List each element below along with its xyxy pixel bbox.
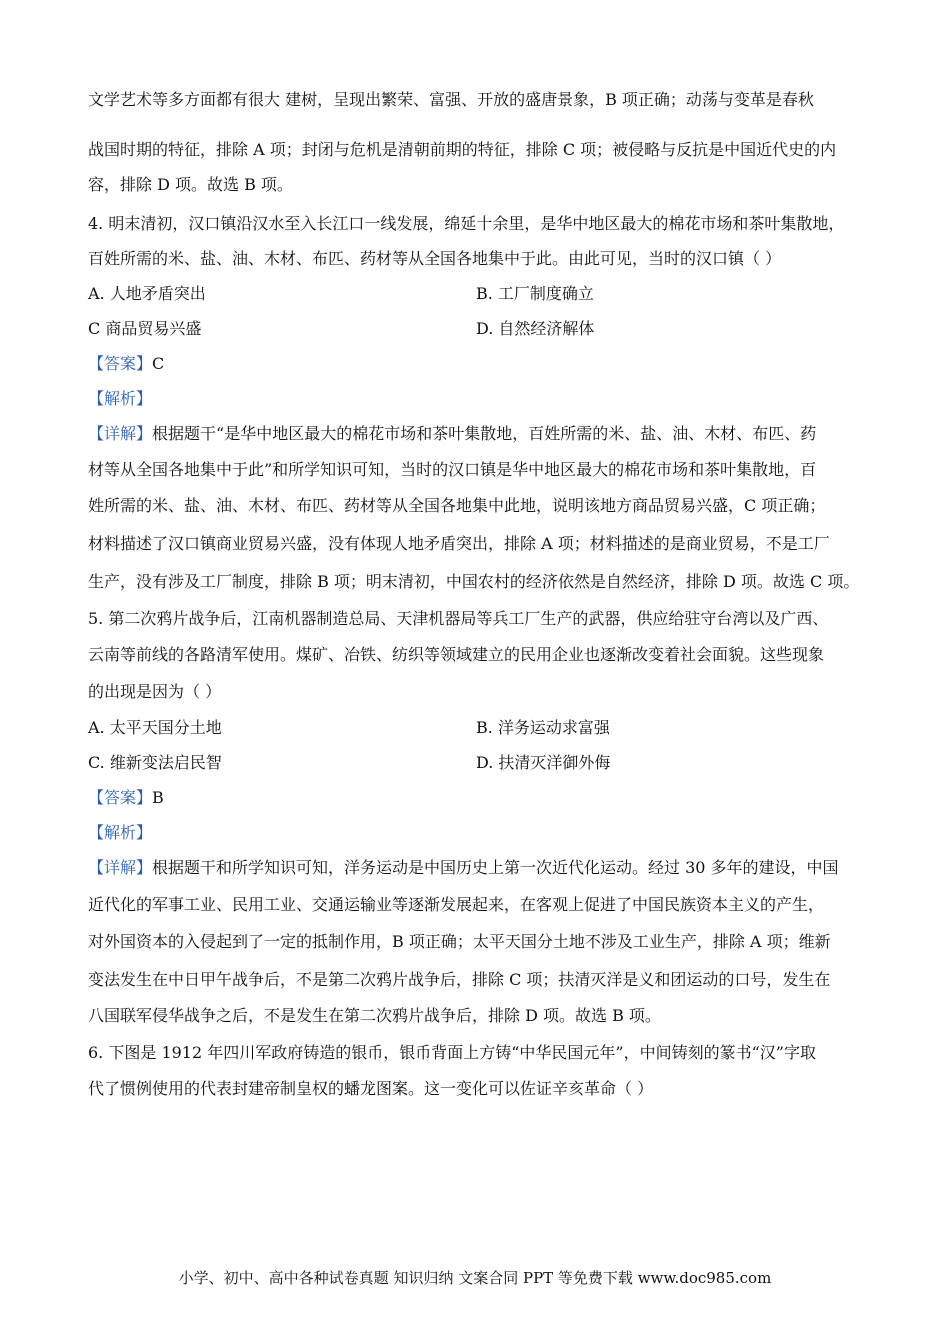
prev-answer-line-2: 战国时期的特征，排除 A 项；封闭与危机是清朝前期的特征，排除 C 项；被侵略与反抗是中国近代史的内 [88,140,837,159]
detail-text: 根据题干“是华中地区最大的棉花市场和茶叶集散地，百姓所需的米、盐、油、木材、布匹、药 [152,424,817,443]
q4-option-b: B. 工厂制度确立 [476,284,594,303]
q4-detail-line-1 [88,424,816,444]
page-footer: 小学、初中、高中各种试卷真题 知识归纳 文案合同 PPT 等免费下载 www.doc985.com [178,1269,772,1287]
q5-detail-line-2: 近代化的军事工业、民用工业、交通运输业等逐渐发展起来，在客观上促进了中国民族资本主义的产生， [88,895,825,914]
answer-tag: 【答案】 [88,788,153,807]
q5-detail-line-3: 对外国资本的入侵起到了一定的抵制作用，B 项正确；太平天国分土地不涉及工业生产，排除 A 项；维新 [88,932,831,951]
q4-detail-line-4: 材料描述了汉口镇商业贸易兴盛，没有体现人地矛盾突出，排除 A 项；材料描述的是商业贸易，不是工厂 [88,534,830,553]
q4-stem-line-2: 百姓所需的米、盐、油、木材、布匹、药材等从全国各地集中于此。由此可见，当时的汉口镇（ ） [88,249,782,268]
q5-option-b: B. 洋务运动求富强 [476,718,610,737]
q4-option-c: C 商品贸易兴盛 [88,319,202,338]
q4-detail-line-3: 姓所需的米、盐、油、木材、布匹、药材等从全国各地集中此地，说明该地方商品贸易兴盛，C 项正确； [88,496,826,515]
q5-option-c: C. 维新变法启民智 [88,753,222,772]
q5-detail-line-4: 变法发生在中日甲午战争后，不是第二次鸦片战争后，排除 C 项；扶清灭洋是义和团运动的口号，发生在 [88,970,831,989]
q4-detail-line-2: 材等从全国各地集中于此”和所学知识可知，当时的汉口镇是华中地区最大的棉花市场和茶叶集散地，百 [88,460,817,479]
prev-answer-line-3: 容，排除 D 项。故选 B 项。 [88,175,293,194]
q5-detail-line-5: 八国联军侵华战争之后，不是发生在第二次鸦片战争后，排除 D 项。故选 B 项。 [88,1006,661,1025]
q4-detail-line-5: 生产，没有涉及工厂制度，排除 B 项；明末清初，中国农村的经济依然是自然经济，排除 D 项。故选 C 项。 [88,572,860,591]
detail-tag: 【详解】 [88,858,153,877]
q5-stem-line-2: 云南等前线的各路清军使用。煤矿、冶铁、纺织等领域建立的民用企业也逐渐改变着社会面貌。这些现象 [88,645,825,664]
q4-stem-line-1: 4. 明末清初，汉口镇沿汉水至入长江口一线发展，绵延十余里，是华中地区最大的棉花市场和茶叶集散地， [88,214,845,233]
q5-option-d: D. 扶清灭洋御外侮 [476,753,611,772]
answer-value: C [152,354,165,373]
prev-answer-line-1: 文学艺术等多方面都有很大 建树，呈现出繁荣、富强、开放的盛唐景象，B 项正确；动荡与变革是春秋 [88,90,814,109]
q5-detail-line-1 [88,858,839,878]
q4-option-a: A. 人地矛盾突出 [88,284,206,303]
q5-option-a: A. 太平天国分土地 [88,718,222,737]
q5-stem-line-3: 的出现是因为（ ） [88,682,222,701]
answer-value: B [152,788,164,807]
q4-analysis-tag: 【解析】 [88,389,153,408]
q5-analysis-tag: 【解析】 [88,823,153,842]
q5-stem-line-1: 5. 第二次鸦片战争后，江南机器制造总局、天津机器局等兵工厂生产的武器，供应给驻守台湾以及广西、 [88,609,829,628]
q4-answer [88,354,164,374]
q6-stem-line-1: 6. 下图是 1912 年四川军政府铸造的银币，银币背面上方铸“中华民国元年”，中间铸刻的篆书“汉”字取 [88,1043,816,1062]
q5-answer [88,788,164,808]
detail-text: 根据题干和所学知识可知，洋务运动是中国历史上第一次近代化运动。经过 30 多年的建设，中国 [152,858,839,877]
q4-option-d: D. 自然经济解体 [476,319,595,338]
q6-stem-line-2: 代了惯例使用的代表封建帝制皇权的蟠龙图案。这一变化可以佐证辛亥革命（ ） [88,1079,654,1098]
answer-tag: 【答案】 [88,354,153,373]
detail-tag: 【详解】 [88,424,153,443]
